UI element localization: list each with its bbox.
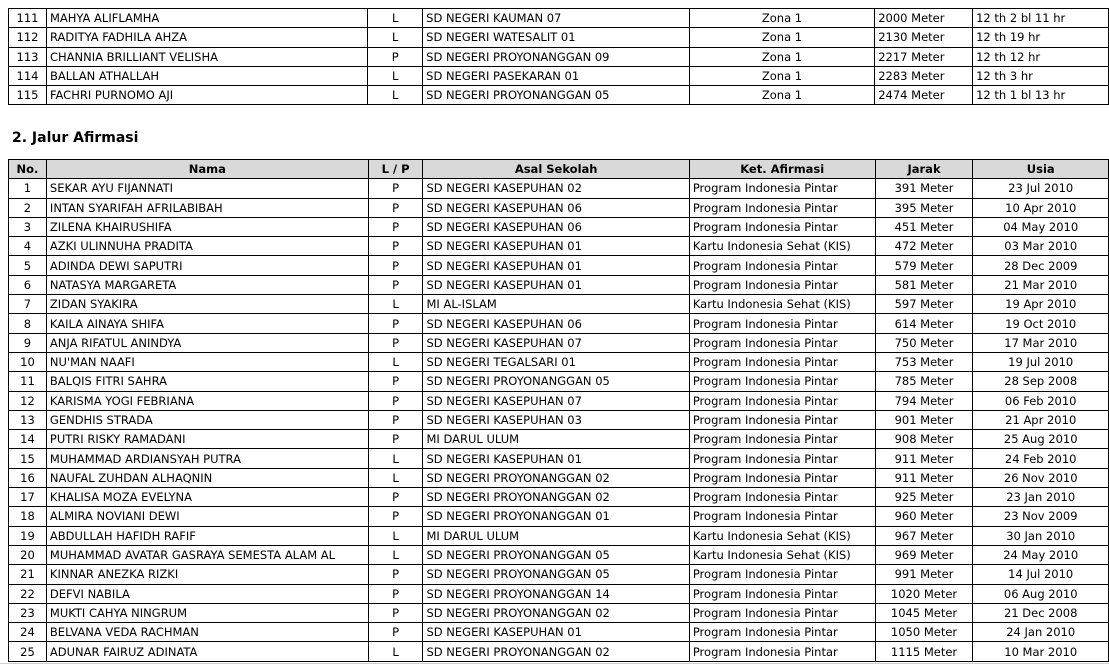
cell-nama: MUKTI CAHYA NINGRUM: [46, 603, 368, 622]
cell-asal-sekolah: MI DARUL ULUM: [423, 430, 689, 449]
cell-asal-sekolah: SD NEGERI KASEPUHAN 07: [423, 391, 689, 410]
cell-lp: L: [368, 468, 423, 487]
cell-usia: 21 Mar 2010: [973, 275, 1109, 294]
cell-lp: L: [368, 642, 423, 661]
cell-jarak: 2130 Meter: [875, 28, 973, 47]
cell-usia: 12 th 1 bl 13 hr: [973, 86, 1109, 105]
cell-asal-sekolah: SD NEGERI KASEPUHAN 03: [423, 410, 689, 429]
cell-lp: L: [368, 352, 423, 371]
cell-usia: 28 Dec 2009: [973, 256, 1109, 275]
cell-ket-afirmasi: Program Indonesia Pintar: [689, 352, 875, 371]
cell-jarak: 391 Meter: [875, 179, 973, 198]
table-row: [9, 488, 1109, 507]
cell-no: 17: [9, 488, 47, 507]
cell-no: 13: [9, 410, 47, 429]
cell-no: 111: [9, 9, 47, 28]
cell-nama: FACHRI PURNOMO AJI: [46, 86, 367, 105]
cell-no: 18: [9, 507, 47, 526]
cell-asal-sekolah: SD NEGERI KASEPUHAN 01: [423, 237, 689, 256]
table-row: [9, 545, 1109, 564]
cell-asal-sekolah: SD NEGERI PROYONANGGAN 02: [423, 642, 689, 661]
cell-usia: 17 Mar 2010: [973, 333, 1109, 352]
cell-jarak: 395 Meter: [875, 198, 973, 217]
table-row: [9, 86, 1109, 105]
cell-lp: P: [368, 507, 423, 526]
table-row: [9, 333, 1109, 352]
cell-usia: 23 Nov 2009: [973, 507, 1109, 526]
cell-jarak: 911 Meter: [875, 449, 973, 468]
cell-jarak: 794 Meter: [875, 391, 973, 410]
cell-jarak: 925 Meter: [875, 488, 973, 507]
cell-no: 21: [9, 565, 47, 584]
cell-jarak: 2283 Meter: [875, 66, 973, 85]
cell-ket-afirmasi: Program Indonesia Pintar: [689, 430, 875, 449]
header-nama: Nama: [46, 160, 368, 179]
table-row: [9, 256, 1109, 275]
table-row: [9, 410, 1109, 429]
cell-asal-sekolah: SD NEGERI PROYONANGGAN 05: [423, 545, 689, 564]
cell-nama: BALQIS FITRI SAHRA: [46, 372, 368, 391]
cell-asal-sekolah: SD NEGERI KASEPUHAN 01: [423, 449, 689, 468]
cell-usia: 30 Jan 2010: [973, 526, 1109, 545]
cell-nama: MUHAMMAD ARDIANSYAH PUTRA: [46, 449, 368, 468]
table-row: [9, 391, 1109, 410]
cell-ket-afirmasi: Program Indonesia Pintar: [689, 584, 875, 603]
cell-asal-sekolah: SD NEGERI PROYONANGGAN 01: [423, 507, 689, 526]
cell-nama: NATASYA MARGARETA: [46, 275, 368, 294]
cell-lp: P: [368, 372, 423, 391]
cell-asal-sekolah: SD NEGERI KASEPUHAN 02: [423, 179, 689, 198]
cell-no: 113: [9, 47, 47, 66]
cell-nama: BELVANA VEDA RACHMAN: [46, 623, 368, 642]
cell-nama: INTAN SYARIFAH AFRILABIBAH: [46, 198, 368, 217]
cell-no: 20: [9, 545, 47, 564]
table-row: [9, 275, 1109, 294]
cell-usia: 21 Apr 2010: [973, 410, 1109, 429]
cell-no: 4: [9, 237, 47, 256]
table-row: [9, 47, 1109, 66]
cell-asal-sekolah: SD NEGERI PROYONANGGAN 09: [423, 47, 690, 66]
header-ket-afirmasi: Ket. Afirmasi: [689, 160, 875, 179]
cell-usia: 26 Nov 2010: [973, 468, 1109, 487]
cell-jarak: 1115 Meter: [875, 642, 973, 661]
cell-zona: Zona 1: [689, 66, 874, 85]
zona-table-body: [9, 9, 1109, 105]
cell-no: 6: [9, 275, 47, 294]
cell-usia: 21 Dec 2008: [973, 603, 1109, 622]
cell-lp: P: [368, 217, 423, 236]
cell-zona: Zona 1: [689, 9, 874, 28]
cell-ket-afirmasi: Program Indonesia Pintar: [689, 623, 875, 642]
cell-no: 10: [9, 352, 47, 371]
cell-no: 19: [9, 526, 47, 545]
cell-nama: KARISMA YOGI FEBRIANA: [46, 391, 368, 410]
cell-ket-afirmasi: Program Indonesia Pintar: [689, 275, 875, 294]
cell-asal-sekolah: SD NEGERI KASEPUHAN 06: [423, 198, 689, 217]
cell-jarak: 991 Meter: [875, 565, 973, 584]
cell-jarak: 911 Meter: [875, 468, 973, 487]
cell-jarak: 969 Meter: [875, 545, 973, 564]
cell-ket-afirmasi: Program Indonesia Pintar: [689, 217, 875, 236]
cell-usia: 12 th 2 bl 11 hr: [973, 9, 1109, 28]
cell-ket-afirmasi: Program Indonesia Pintar: [689, 256, 875, 275]
cell-ket-afirmasi: Kartu Indonesia Sehat (KIS): [689, 295, 875, 314]
table-row: [9, 468, 1109, 487]
cell-jarak: 597 Meter: [875, 295, 973, 314]
cell-no: 2: [9, 198, 47, 217]
cell-nama: MAHYA ALIFLAMHA: [46, 9, 367, 28]
cell-jarak: 967 Meter: [875, 526, 973, 545]
cell-ket-afirmasi: Program Indonesia Pintar: [689, 449, 875, 468]
cell-jarak: 1050 Meter: [875, 623, 973, 642]
cell-ket-afirmasi: Program Indonesia Pintar: [689, 468, 875, 487]
cell-asal-sekolah: SD NEGERI PASEKARAN 01: [423, 66, 690, 85]
cell-lp: P: [368, 603, 423, 622]
cell-nama: ALMIRA NOVIANI DEWI: [46, 507, 368, 526]
table-row: [9, 66, 1109, 85]
cell-usia: 03 Mar 2010: [973, 237, 1109, 256]
table-row: [9, 314, 1109, 333]
cell-jarak: 750 Meter: [875, 333, 973, 352]
cell-nama: SEKAR AYU FIJANNATI: [46, 179, 368, 198]
section-title: 2. Jalur Afirmasi: [12, 130, 139, 146]
afirmasi-table: [8, 159, 1109, 662]
cell-ket-afirmasi: Kartu Indonesia Sehat (KIS): [689, 545, 875, 564]
cell-no: 25: [9, 642, 47, 661]
table-row: [9, 565, 1109, 584]
cell-jarak: 472 Meter: [875, 237, 973, 256]
cell-usia: 06 Feb 2010: [973, 391, 1109, 410]
header-usia: Usia: [973, 160, 1109, 179]
cell-asal-sekolah: SD NEGERI PROYONANGGAN 05: [423, 372, 689, 391]
cell-nama: KHALISA MOZA EVELYNA: [46, 488, 368, 507]
cell-lp: P: [368, 47, 423, 66]
cell-ket-afirmasi: Program Indonesia Pintar: [689, 314, 875, 333]
cell-jarak: 2474 Meter: [875, 86, 973, 105]
cell-usia: 12 th 19 hr: [973, 28, 1109, 47]
cell-asal-sekolah: SD NEGERI PROYONANGGAN 14: [423, 584, 689, 603]
cell-lp: P: [368, 179, 423, 198]
cell-asal-sekolah: SD NEGERI KASEPUHAN 06: [423, 314, 689, 333]
cell-usia: 19 Oct 2010: [973, 314, 1109, 333]
cell-nama: ANJA RIFATUL ANINDYA: [46, 333, 368, 352]
cell-no: 23: [9, 603, 47, 622]
table-header-row: [9, 160, 1109, 179]
cell-usia: 24 Feb 2010: [973, 449, 1109, 468]
cell-nama: NU'MAN NAAFI: [46, 352, 368, 371]
cell-no: 3: [9, 217, 47, 236]
table-row: [9, 449, 1109, 468]
cell-nama: MUHAMMAD AVATAR GASRAYA SEMESTA ALAM AL: [46, 545, 368, 564]
sheet-bottom-edge: [0, 663, 1109, 664]
cell-nama: RADITYA FADHILA AHZA: [46, 28, 367, 47]
cell-ket-afirmasi: Program Indonesia Pintar: [689, 410, 875, 429]
table-row: [9, 217, 1109, 236]
header-asal-sekolah: Asal Sekolah: [423, 160, 689, 179]
cell-lp: L: [368, 545, 423, 564]
cell-ket-afirmasi: Program Indonesia Pintar: [689, 333, 875, 352]
cell-no: 7: [9, 295, 47, 314]
cell-jarak: 2217 Meter: [875, 47, 973, 66]
table-row: [9, 603, 1109, 622]
cell-usia: 12 th 3 hr: [973, 66, 1109, 85]
cell-lp: P: [368, 565, 423, 584]
cell-lp: P: [368, 237, 423, 256]
cell-asal-sekolah: SD NEGERI KASEPUHAN 01: [423, 275, 689, 294]
cell-no: 112: [9, 28, 47, 47]
cell-zona: Zona 1: [689, 28, 874, 47]
table-row: [9, 623, 1109, 642]
cell-asal-sekolah: SD NEGERI KASEPUHAN 01: [423, 256, 689, 275]
table-row: [9, 430, 1109, 449]
cell-jarak: 908 Meter: [875, 430, 973, 449]
table-row: [9, 198, 1109, 217]
cell-lp: L: [368, 526, 423, 545]
cell-usia: 06 Aug 2010: [973, 584, 1109, 603]
cell-jarak: 1045 Meter: [875, 603, 973, 622]
cell-no: 115: [9, 86, 47, 105]
cell-lp: P: [368, 333, 423, 352]
cell-nama: ZILENA KHAIRUSHIFA: [46, 217, 368, 236]
table-row: [9, 584, 1109, 603]
cell-lp: P: [368, 198, 423, 217]
cell-nama: CHANNIA BRILLIANT VELISHA: [46, 47, 367, 66]
cell-lp: P: [368, 314, 423, 333]
zona-results-table: [8, 8, 1109, 105]
cell-jarak: 581 Meter: [875, 275, 973, 294]
cell-nama: GENDHIS STRADA: [46, 410, 368, 429]
cell-asal-sekolah: SD NEGERI PROYONANGGAN 05: [423, 565, 689, 584]
cell-jarak: 451 Meter: [875, 217, 973, 236]
cell-jarak: 1020 Meter: [875, 584, 973, 603]
cell-jarak: 579 Meter: [875, 256, 973, 275]
cell-ket-afirmasi: Kartu Indonesia Sehat (KIS): [689, 526, 875, 545]
cell-asal-sekolah: SD NEGERI TEGALSARI 01: [423, 352, 689, 371]
cell-nama: DEFVI NABILA: [46, 584, 368, 603]
cell-usia: 24 May 2010: [973, 545, 1109, 564]
cell-ket-afirmasi: Kartu Indonesia Sehat (KIS): [689, 237, 875, 256]
cell-no: 22: [9, 584, 47, 603]
cell-jarak: 785 Meter: [875, 372, 973, 391]
cell-nama: KAILA AINAYA SHIFA: [46, 314, 368, 333]
table-row: [9, 642, 1109, 661]
header-no: No.: [9, 160, 47, 179]
header-lp: L / P: [368, 160, 423, 179]
cell-lp: P: [368, 256, 423, 275]
cell-asal-sekolah: SD NEGERI KASEPUHAN 01: [423, 623, 689, 642]
cell-no: 114: [9, 66, 47, 85]
cell-zona: Zona 1: [689, 86, 874, 105]
cell-nama: ZIDAN SYAKIRA: [46, 295, 368, 314]
cell-usia: 23 Jul 2010: [973, 179, 1109, 198]
cell-asal-sekolah: SD NEGERI KAUMAN 07: [423, 9, 690, 28]
cell-lp: P: [368, 430, 423, 449]
cell-nama: ADUNAR FAIRUZ ADINATA: [46, 642, 368, 661]
cell-jarak: 960 Meter: [875, 507, 973, 526]
table-row: [9, 526, 1109, 545]
afirmasi-table-body: [9, 179, 1109, 661]
table-row: [9, 28, 1109, 47]
cell-lp: L: [368, 295, 423, 314]
cell-nama: ADINDA DEWI SAPUTRI: [46, 256, 368, 275]
cell-no: 15: [9, 449, 47, 468]
cell-usia: 04 May 2010: [973, 217, 1109, 236]
cell-no: 1: [9, 179, 47, 198]
cell-nama: NAUFAL ZUHDAN ALHAQNIN: [46, 468, 368, 487]
table-row: [9, 352, 1109, 371]
cell-lp: L: [368, 449, 423, 468]
cell-lp: L: [368, 9, 423, 28]
cell-asal-sekolah: SD NEGERI PROYONANGGAN 05: [423, 86, 690, 105]
cell-usia: 23 Jan 2010: [973, 488, 1109, 507]
cell-jarak: 2000 Meter: [875, 9, 973, 28]
cell-nama: PUTRI RISKY RAMADANI: [46, 430, 368, 449]
cell-asal-sekolah: SD NEGERI WATESALIT 01: [423, 28, 690, 47]
cell-lp: P: [368, 584, 423, 603]
cell-lp: L: [368, 28, 423, 47]
cell-no: 14: [9, 430, 47, 449]
cell-ket-afirmasi: Program Indonesia Pintar: [689, 391, 875, 410]
cell-usia: 19 Jul 2010: [973, 352, 1109, 371]
cell-no: 24: [9, 623, 47, 642]
cell-ket-afirmasi: Program Indonesia Pintar: [689, 603, 875, 622]
cell-no: 16: [9, 468, 47, 487]
table-row: [9, 179, 1109, 198]
cell-no: 11: [9, 372, 47, 391]
cell-usia: 14 Jul 2010: [973, 565, 1109, 584]
cell-ket-afirmasi: Program Indonesia Pintar: [689, 565, 875, 584]
cell-asal-sekolah: SD NEGERI KASEPUHAN 07: [423, 333, 689, 352]
cell-lp: P: [368, 391, 423, 410]
table-row: [9, 9, 1109, 28]
table-row: [9, 237, 1109, 256]
cell-usia: 24 Jan 2010: [973, 623, 1109, 642]
cell-nama: BALLAN ATHALLAH: [46, 66, 367, 85]
cell-no: 8: [9, 314, 47, 333]
cell-lp: L: [368, 86, 423, 105]
cell-zona: Zona 1: [689, 47, 874, 66]
cell-ket-afirmasi: Program Indonesia Pintar: [689, 507, 875, 526]
cell-asal-sekolah: SD NEGERI PROYONANGGAN 02: [423, 603, 689, 622]
cell-asal-sekolah: SD NEGERI KASEPUHAN 06: [423, 217, 689, 236]
cell-ket-afirmasi: Program Indonesia Pintar: [689, 488, 875, 507]
cell-ket-afirmasi: Program Indonesia Pintar: [689, 198, 875, 217]
cell-asal-sekolah: MI AL-ISLAM: [423, 295, 689, 314]
cell-no: 12: [9, 391, 47, 410]
table-row: [9, 507, 1109, 526]
cell-jarak: 901 Meter: [875, 410, 973, 429]
cell-nama: KINNAR ANEZKA RIZKI: [46, 565, 368, 584]
cell-asal-sekolah: SD NEGERI PROYONANGGAN 02: [423, 468, 689, 487]
cell-ket-afirmasi: Program Indonesia Pintar: [689, 642, 875, 661]
cell-lp: P: [368, 410, 423, 429]
cell-asal-sekolah: MI DARUL ULUM: [423, 526, 689, 545]
cell-lp: P: [368, 488, 423, 507]
cell-asal-sekolah: SD NEGERI PROYONANGGAN 02: [423, 488, 689, 507]
cell-usia: 19 Apr 2010: [973, 295, 1109, 314]
table-row: [9, 372, 1109, 391]
cell-usia: 10 Apr 2010: [973, 198, 1109, 217]
cell-usia: 10 Mar 2010: [973, 642, 1109, 661]
cell-nama: ABDULLAH HAFIDH RAFIF: [46, 526, 368, 545]
cell-jarak: 614 Meter: [875, 314, 973, 333]
cell-usia: 28 Sep 2008: [973, 372, 1109, 391]
cell-ket-afirmasi: Program Indonesia Pintar: [689, 372, 875, 391]
cell-lp: P: [368, 275, 423, 294]
cell-usia: 12 th 12 hr: [973, 47, 1109, 66]
cell-ket-afirmasi: Program Indonesia Pintar: [689, 179, 875, 198]
cell-jarak: 753 Meter: [875, 352, 973, 371]
cell-usia: 25 Aug 2010: [973, 430, 1109, 449]
cell-no: 5: [9, 256, 47, 275]
cell-no: 9: [9, 333, 47, 352]
cell-lp: P: [368, 623, 423, 642]
header-jarak: Jarak: [875, 160, 973, 179]
cell-lp: L: [368, 66, 423, 85]
table-row: [9, 295, 1109, 314]
cell-nama: AZKI ULINNUHA PRADITA: [46, 237, 368, 256]
